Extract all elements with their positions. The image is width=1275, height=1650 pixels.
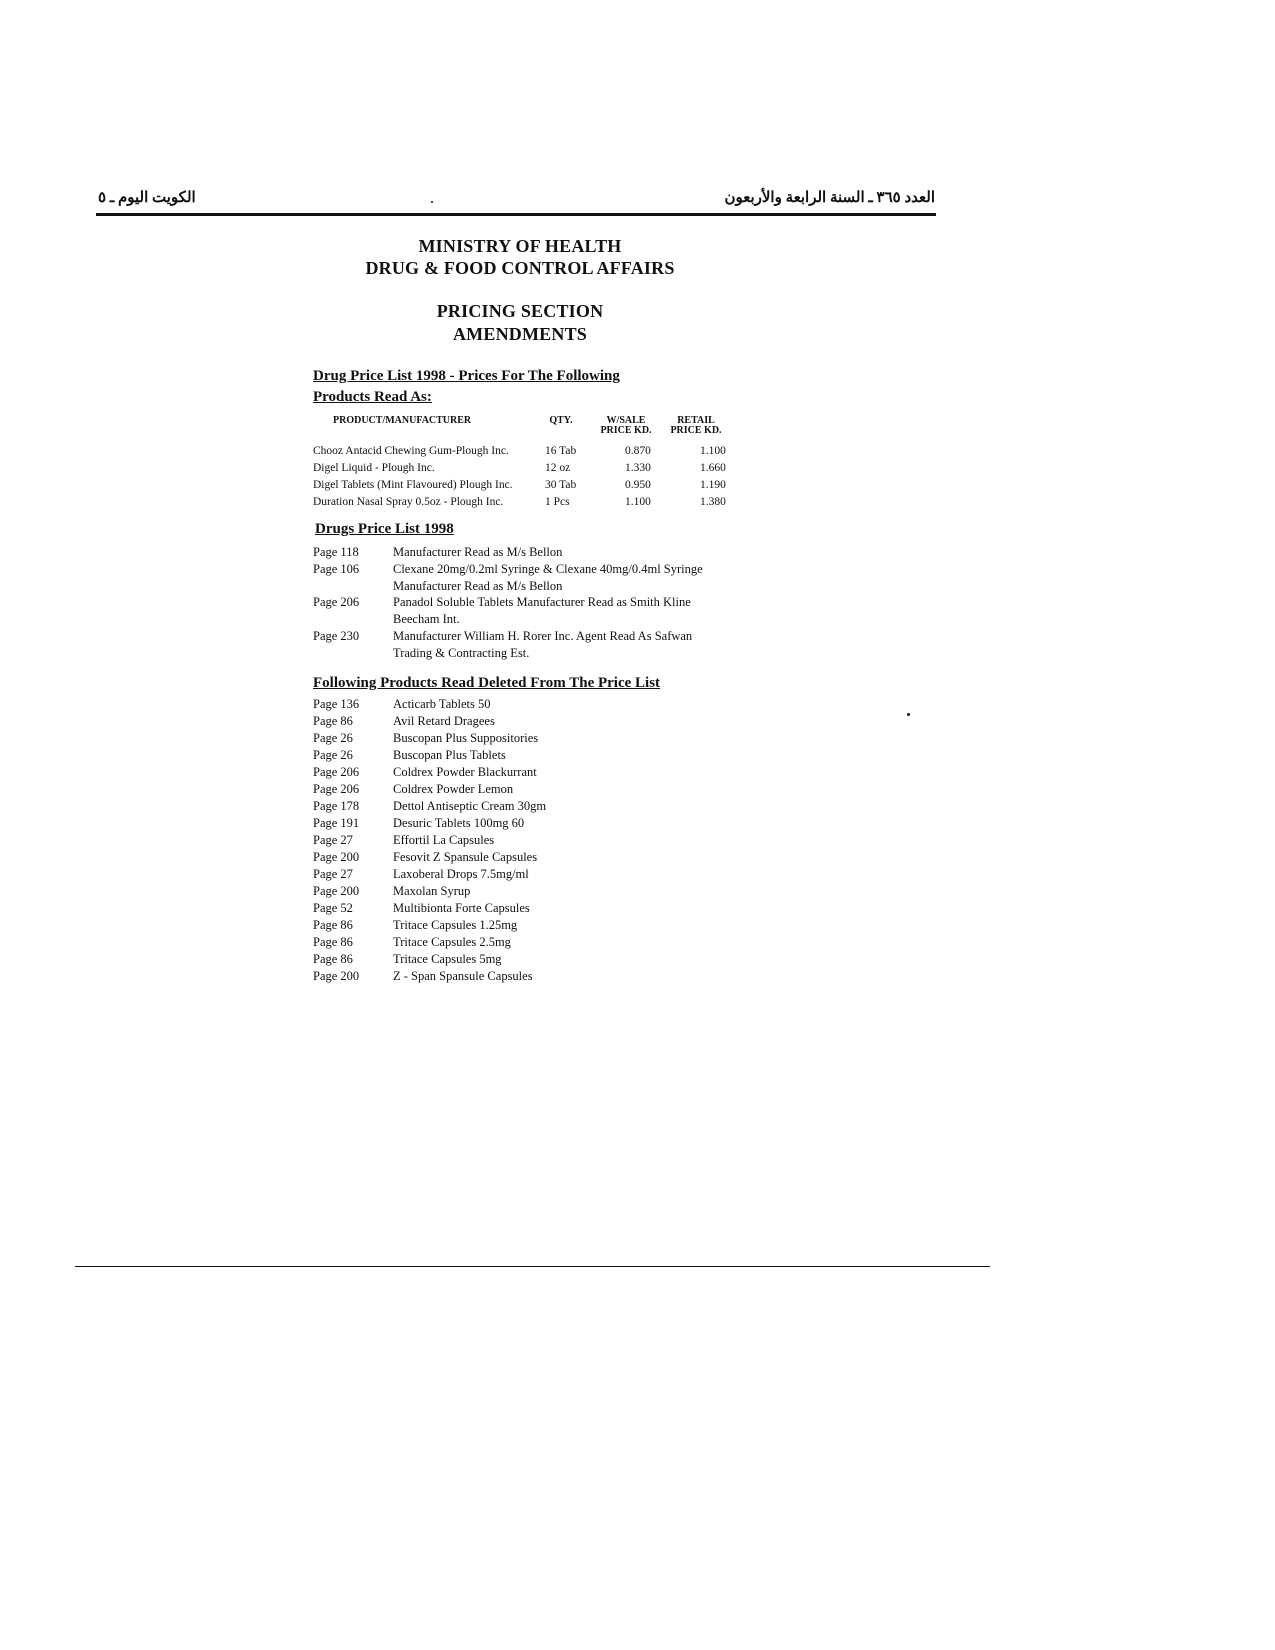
table-row xyxy=(313,479,743,496)
amend-text: Clexane 20mg/0.2ml Syringe & Clexane 40mg/0.4ml Syringe Manufacturer Read as M/s Bellon xyxy=(393,562,703,593)
page-ref: Page 86 xyxy=(313,952,353,966)
page-ref: Page 86 xyxy=(313,918,353,932)
deleted-section-heading: Following Products Read Deleted From The Price List xyxy=(313,675,661,691)
deleted-product-name: Buscopan Plus Suppositories xyxy=(393,731,539,745)
title-ministry: MINISTRY OF HEALTH xyxy=(418,236,622,256)
cell-retail: 1.190 xyxy=(700,479,726,491)
deleted-product-name: Z - Span Spansule Capsules xyxy=(393,969,533,983)
cell-wsale: 1.330 xyxy=(625,462,651,474)
page-ref: Page 26 xyxy=(313,748,353,762)
cell-qty: 1 Pcs xyxy=(545,496,570,508)
cell-retail: 1.660 xyxy=(700,462,726,474)
cell-qty: 12 oz xyxy=(545,462,571,474)
page-ref: Page 200 xyxy=(313,850,360,864)
col-wsale-header-1: W/SALE xyxy=(606,415,646,426)
stray-mark xyxy=(907,713,910,716)
deleted-product-name: Tritace Capsules 2.5mg xyxy=(393,935,511,949)
deleted-product-name: Fesovit Z Spansule Capsules xyxy=(393,850,538,864)
page-ref: Page 26 xyxy=(313,731,353,745)
deleted-product-name: Tritace Capsules 5mg xyxy=(393,952,502,966)
table-row xyxy=(313,445,743,462)
deleted-product-name: Coldrex Powder Blackurrant xyxy=(393,765,537,779)
col-wsale-header-2: PRICE KD. xyxy=(600,425,652,436)
header-rule xyxy=(96,213,936,216)
page-ref: Page 118 xyxy=(313,545,359,559)
cell-product: Chooz Antacid Chewing Gum-Plough Inc. xyxy=(313,445,509,457)
page-ref: Page 200 xyxy=(313,969,360,983)
cell-wsale: 0.870 xyxy=(625,445,651,457)
stray-mark xyxy=(431,201,433,203)
amend-text: Panadol Soluble Tablets Manufacturer Read as Smith Kline Beecham Int. xyxy=(393,595,691,626)
price-table xyxy=(313,415,743,515)
page-ref: Page 206 xyxy=(313,782,360,796)
amend-list xyxy=(313,544,733,664)
page-ref: Page 27 xyxy=(313,833,353,847)
col-qty-header: QTY. xyxy=(549,415,573,426)
amend-section-heading: Drugs Price List 1998 xyxy=(315,521,454,537)
col-retail-header-2: PRICE KD. xyxy=(670,425,722,436)
title-amendments: AMENDMENTS xyxy=(452,324,587,344)
page-ref: Page 178 xyxy=(313,799,360,813)
cell-retail: 1.380 xyxy=(700,496,726,508)
deleted-product-name: Multibionta Forte Capsules xyxy=(393,901,530,915)
deleted-product-name: Tritace Capsules 1.25mg xyxy=(393,918,518,932)
cell-product: Duration Nasal Spray 0.5oz - Plough Inc. xyxy=(313,496,504,508)
deleted-product-name: Acticarb Tablets 50 xyxy=(393,697,491,711)
footer-rule xyxy=(75,1266,990,1267)
deleted-product-name: Buscopan Plus Tablets xyxy=(393,748,506,762)
amend-text: Manufacturer Read as M/s Bellon xyxy=(393,545,563,559)
table-row xyxy=(313,496,743,513)
cell-qty: 30 Tab xyxy=(545,479,577,491)
col-product-header: PRODUCT/MANUFACTURER xyxy=(333,415,472,426)
table-row xyxy=(313,462,743,479)
deleted-product-name: Dettol Antiseptic Cream 30gm xyxy=(393,799,547,813)
title-pricing-section: PRICING SECTION xyxy=(436,301,604,321)
deleted-product-name: Desuric Tablets 100mg 60 xyxy=(393,816,525,830)
page-ref: Page 206 xyxy=(313,595,360,609)
deleted-product-name: Effortil La Capsules xyxy=(393,833,495,847)
page-ref: Page 136 xyxy=(313,697,360,711)
deleted-product-name: Laxoberal Drops 7.5mg/ml xyxy=(393,867,529,881)
amend-text: Manufacturer William H. Rorer Inc. Agent Read As Safwan Trading & Contracting Est. xyxy=(393,629,693,660)
page-ref: Page 52 xyxy=(313,901,353,915)
page-ref: Page 230 xyxy=(313,629,360,643)
page-ref: Page 206 xyxy=(313,765,360,779)
price-section-heading-2: Products Read As: xyxy=(313,389,432,405)
cell-product: Digel Liquid - Plough Inc. xyxy=(313,462,435,474)
col-retail-header-1: RETAIL xyxy=(677,415,715,426)
page-ref: Page 86 xyxy=(313,714,353,728)
cell-wsale: 1.100 xyxy=(625,496,651,508)
cell-product: Digel Tablets (Mint Flavoured) Plough Inc. xyxy=(313,479,513,491)
deleted-product-name: Coldrex Powder Lemon xyxy=(393,782,514,796)
page-ref: Page 106 xyxy=(313,562,360,576)
cell-retail: 1.100 xyxy=(700,445,726,457)
cell-qty: 16 Tab xyxy=(545,445,577,457)
title-drug-food: DRUG & FOOD CONTROL AFFAIRS xyxy=(365,258,675,278)
price-section-heading-1: Drug Price List 1998 - Prices For The Following xyxy=(313,368,620,384)
deleted-product-name: Maxolan Syrup xyxy=(393,884,471,898)
page-ref: Page 27 xyxy=(313,867,353,881)
page-ref: Page 200 xyxy=(313,884,360,898)
deleted-list xyxy=(313,696,733,986)
deleted-product-name: Avil Retard Dragees xyxy=(393,714,495,728)
page-ref: Page 191 xyxy=(313,816,360,830)
cell-wsale: 0.950 xyxy=(625,479,651,491)
header-right-text: العدد ٣٦٥ ـ السنة الرابعة والأربعون xyxy=(724,190,935,206)
page-ref: Page 86 xyxy=(313,935,353,949)
header-left-text: الكويت اليوم ـ ٥ xyxy=(98,190,196,206)
